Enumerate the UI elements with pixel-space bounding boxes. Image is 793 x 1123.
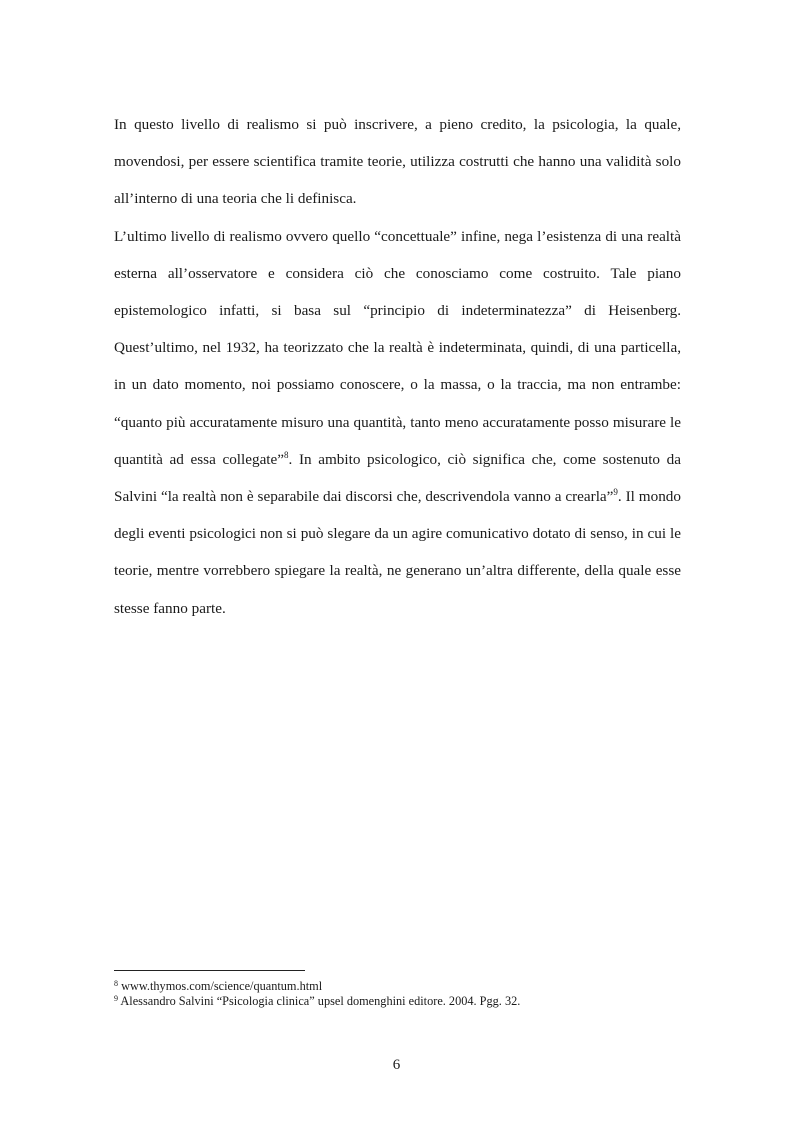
footnote-ref-8[interactable]: 8: [284, 449, 289, 460]
paragraph-2-text-part-3: . Il mondo degli eventi psicologici non si può slegare da un agire comunicativo dotato di senso, in cui le teorie, mentre vorrebbero spiegare la realtà, ne generano un’altra differente, della quale esse stesse fanno parte.: [114, 488, 681, 617]
footnote-8: [114, 979, 681, 994]
body-text: [114, 106, 681, 627]
paragraph-2: [114, 218, 681, 627]
footnote-text-link[interactable]: www.thymos.com/science/quantum.html: [121, 979, 323, 993]
footnote-text: Alessandro Salvini “Psicologia clinica” upsel domenghini editore. 2004. Pgg. 32.: [120, 994, 521, 1008]
footnotes: [114, 979, 681, 1009]
footnote-separator: [114, 970, 305, 971]
page-number: 6: [392, 1057, 401, 1073]
footnote-9: [114, 994, 681, 1009]
footnote-marker: 8: [114, 979, 118, 988]
footnote-ref-9[interactable]: 9: [613, 487, 618, 498]
footnote-marker: 9: [114, 994, 118, 1003]
paragraph-2-text-part-2: . In ambito psicologico, ciò significa che, come sostenuto da Salvini “la realtà non è separabile dai discorsi che, descrivendola vanno a crearla”: [114, 450, 681, 506]
paragraph-2-text-part-1: L’ultimo livello di realismo ovvero quello “concettuale” infine, nega l’esistenza di una realtà esterna all’osservatore e considera ciò che conosciamo come costruito. Tale piano epistemologico infatti, si basa sul “principio di indeterminatezza” di Heisenberg. Quest’ultimo, nel 1932, ha teorizzato che la realtà è indeterminata, quindi, di una particella, in un dato momento, noi possiamo conoscere, o la massa, o la traccia, ma non entrambe: “quanto più accuratamente misuro una quantità, tanto meno accuratamente posso misurare le quantità ad essa collegate”: [114, 227, 681, 468]
paragraph-1: In questo livello di realismo si può inscrivere, a pieno credito, la psicologia, la quale, movendosi, per essere scientifica tramite teorie, utilizza costrutti che hanno una validità solo all’interno di una teoria che li definisca.: [114, 116, 681, 208]
